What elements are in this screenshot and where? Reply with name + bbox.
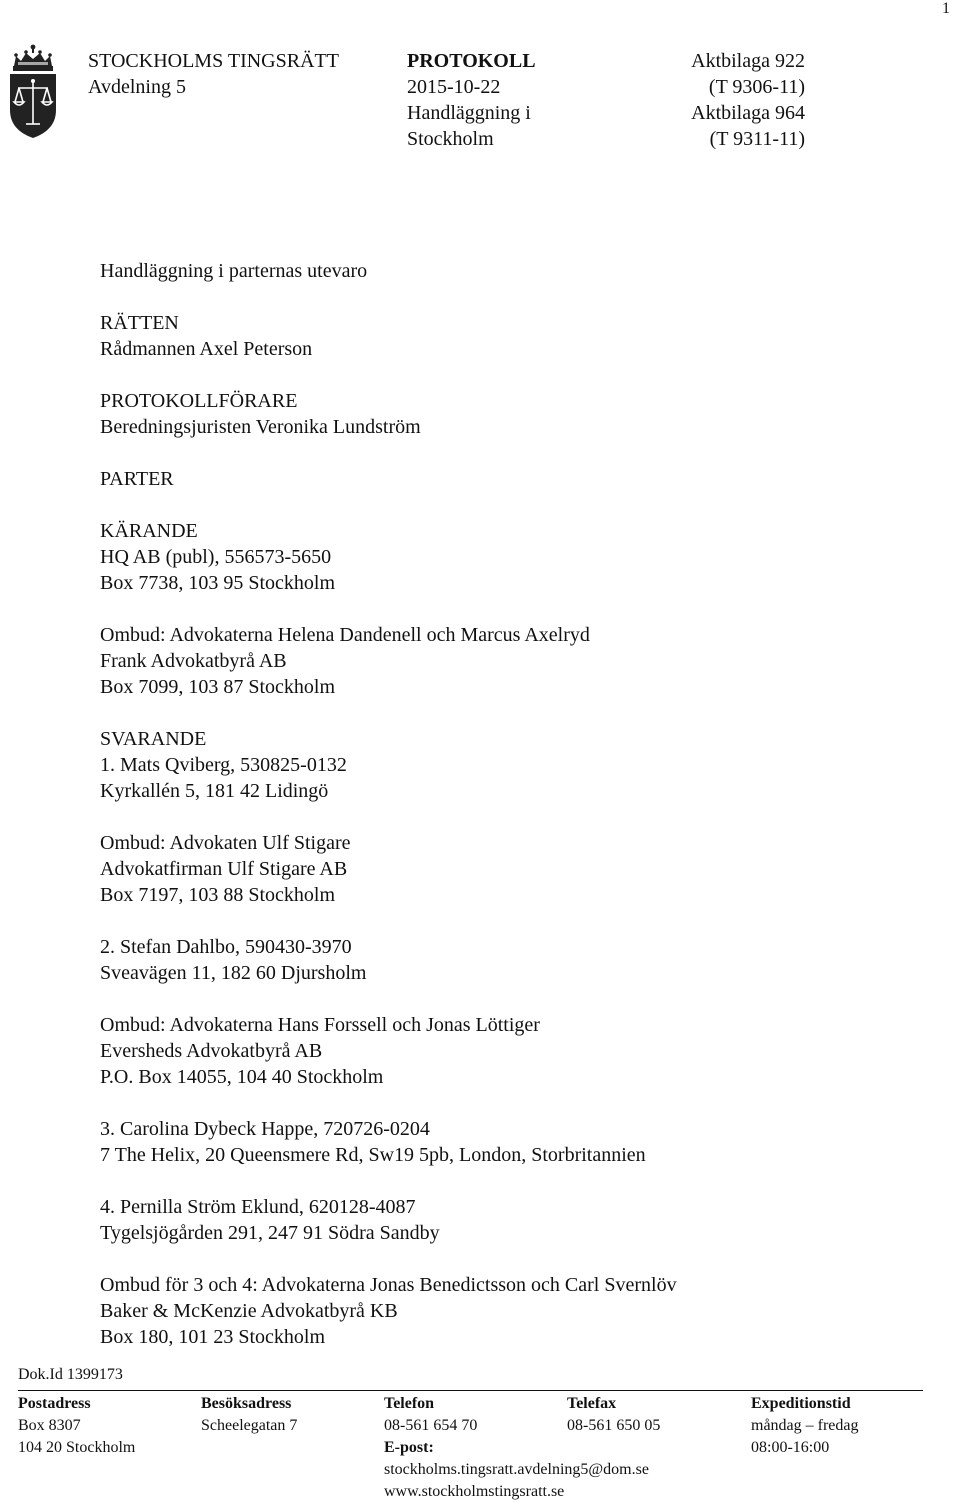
footer-label: E-post:	[384, 1439, 434, 1456]
footer-divider	[18, 1390, 923, 1391]
document-id: Dok.Id 1399173	[18, 1366, 123, 1383]
counsel-line: Advokatfirman Ulf Stigare AB	[100, 858, 348, 880]
footer-value: 08:00-16:00	[751, 1439, 830, 1456]
defendant-address: Tygelsjögården 291, 247 91 Södra Sandby	[100, 1222, 440, 1244]
clerk-heading: PROTOKOLLFÖRARE	[100, 390, 298, 412]
court-member: Rådmannen Axel Peterson	[100, 338, 313, 360]
defendant-address: 7 The Helix, 20 Queensmere Rd, Sw19 5pb, London, Storbritannien	[100, 1144, 646, 1166]
defendant-address: Sveavägen 11, 182 60 Djursholm	[100, 962, 367, 984]
footer-label: Telefax	[567, 1395, 617, 1412]
aktbilaga-1: Aktbilaga 922	[691, 50, 805, 72]
footer-value: 104 20 Stockholm	[18, 1439, 136, 1456]
plaintiff-heading: KÄRANDE	[100, 520, 198, 542]
footer-label: Telefon	[384, 1395, 435, 1412]
plaintiff-section	[100, 518, 677, 596]
defendant-name: 2. Stefan Dahlbo, 590430-3970	[100, 936, 352, 958]
plaintiff-counsel-line: Box 7099, 103 87 Stockholm	[100, 676, 336, 698]
plaintiff-counsel-line: Ombud: Advokaterna Helena Dandenell och Marcus Axelryd	[100, 624, 590, 646]
plaintiff-address: Box 7738, 103 95 Stockholm	[100, 572, 336, 594]
defendant-address: Kyrkallén 5, 181 42 Lidingö	[100, 780, 329, 802]
handling-location-2: Stockholm	[407, 128, 494, 150]
footer-visit	[201, 1393, 297, 1437]
counsel-line: Box 7197, 103 88 Stockholm	[100, 884, 336, 906]
counsel-line: P.O. Box 14055, 104 40 Stockholm	[100, 1066, 384, 1088]
court-name: STOCKHOLMS TINGSRÄTT	[88, 50, 339, 72]
plaintiff-name: HQ AB (publ), 556573-5650	[100, 546, 332, 568]
aktbilaga-header	[691, 48, 805, 152]
footer-value: Box 8307	[18, 1417, 81, 1434]
case-number-1: (T 9306-11)	[708, 76, 805, 98]
protocol-body	[100, 258, 677, 1350]
footer-email-link[interactable]: stockholms.tingsratt.avdelning5@dom.se	[384, 1461, 649, 1478]
defendant-name: 1. Mats Qviberg, 530825-0132	[100, 754, 347, 776]
document-date: 2015-10-22	[407, 76, 501, 98]
parties-heading: PARTER	[100, 468, 174, 490]
footer-label: Expeditionstid	[751, 1395, 851, 1412]
handling-location-1: Handläggning i	[407, 102, 531, 124]
counsel-line: Ombud: Advokaterna Hans Forssell och Jonas Löttiger	[100, 1014, 540, 1036]
handling-mode	[100, 258, 677, 284]
defendant-3	[100, 1116, 677, 1168]
court-emblem-icon	[6, 44, 60, 140]
footer-label: Besöksadress	[201, 1395, 292, 1412]
footer-hours	[751, 1393, 859, 1459]
footer-postal	[18, 1393, 135, 1459]
clerk-name: Beredningsjuristen Veronika Lundström	[100, 416, 421, 438]
defendant-name: 3. Carolina Dybeck Happe, 720726-0204	[100, 1118, 430, 1140]
footer-value: Scheelegatan 7	[201, 1417, 298, 1434]
footer-fax	[567, 1393, 660, 1437]
plaintiff-counsel-line: Frank Advokatbyrå AB	[100, 650, 287, 672]
defendant-3-4-counsel	[100, 1272, 677, 1350]
plaintiff-counsel	[100, 622, 677, 700]
counsel-line: Eversheds Advokatbyrå AB	[100, 1040, 323, 1062]
defendant-name: 4. Pernilla Ström Eklund, 620128-4087	[100, 1196, 416, 1218]
division: Avdelning 5	[88, 76, 186, 98]
aktbilaga-2: Aktbilaga 964	[691, 102, 805, 124]
page-number: 1	[942, 0, 950, 17]
footer-label: Postadress	[18, 1395, 91, 1412]
defendant-2-counsel	[100, 1012, 677, 1090]
handling-mode-text: Handläggning i parternas utevaro	[100, 260, 368, 282]
clerk-section	[100, 388, 677, 440]
defendant-1-counsel	[100, 830, 677, 908]
document-type: PROTOKOLL	[407, 50, 536, 72]
court-header	[88, 48, 339, 100]
defendant-4	[100, 1194, 677, 1246]
protocol-header	[407, 48, 536, 152]
counsel-line: Ombud: Advokaten Ulf Stigare	[100, 832, 351, 854]
court-heading: RÄTTEN	[100, 312, 179, 334]
defendant-heading: SVARANDE	[100, 728, 207, 750]
counsel-line: Ombud för 3 och 4: Advokaterna Jonas Benedictsson och Carl Svernlöv	[100, 1274, 677, 1296]
footer-value: måndag – fredag	[751, 1417, 859, 1434]
case-number-2: (T 9311-11)	[709, 128, 805, 150]
footer-value: 08-561 650 05	[567, 1417, 661, 1434]
defendant-2	[100, 934, 677, 986]
defendant-1	[100, 726, 677, 804]
court-section	[100, 310, 677, 362]
footer-web-link[interactable]: www.stockholmstingsratt.se	[384, 1483, 565, 1500]
footer-value: 08-561 654 70	[384, 1417, 478, 1434]
counsel-line: Box 180, 101 23 Stockholm	[100, 1326, 326, 1348]
parties-section	[100, 466, 677, 492]
counsel-line: Baker & McKenzie Advokatbyrå KB	[100, 1300, 398, 1322]
